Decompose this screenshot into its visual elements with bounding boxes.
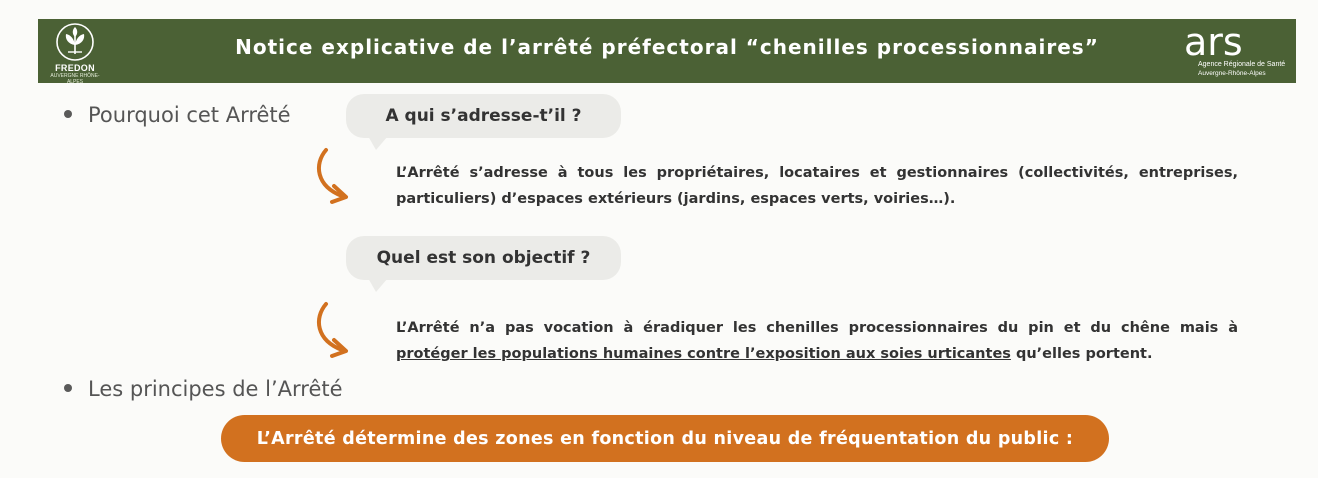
- bubble-tail: [368, 278, 388, 292]
- bullet-dot: [64, 110, 72, 118]
- bubble-tail: [368, 136, 388, 150]
- answer-audience: L’Arrêté s’adresse à tous les propriétaires, locataires et gestionnaires (collectivités, entreprises, particuliers) d’espaces extérieurs (jardins, espaces verts, voiries…).: [396, 165, 1238, 207]
- question-title: Quel est son objectif ?: [376, 248, 591, 268]
- ars-subtitle: Agence Régionale de Santé: [1198, 61, 1286, 68]
- ars-logo-text: ars: [1184, 21, 1243, 61]
- curved-arrow-icon: [312, 146, 368, 208]
- bullet-why: [64, 103, 291, 127]
- question-title: A qui s’adresse-t’il ?: [385, 106, 582, 126]
- answer-text-underlined: protéger les populations humaines contre l’exposition aux soies urticantes: [396, 346, 1011, 362]
- curved-arrow-icon: [312, 300, 368, 362]
- banner-text: L’Arrêté détermine des zones en fonction du niveau de fréquentation du public :: [256, 428, 1074, 449]
- page-title: Notice explicative de l’arrêté préfectoral “chenilles processionnaires”: [235, 35, 1099, 59]
- bullet-label: Les principes de l’Arrêté: [88, 377, 343, 401]
- fredon-name: FREDON: [55, 63, 95, 73]
- zones-banner: [221, 415, 1109, 462]
- bullet-principles: [64, 377, 343, 401]
- header-band: [38, 19, 1296, 83]
- question-bubble-audience: [346, 94, 621, 138]
- answer-text-end: qu’elles portent.: [1010, 346, 1153, 362]
- ars-logo: [1178, 21, 1286, 81]
- fredon-region: AUVERGNE RHÔNE-ALPES: [50, 73, 100, 85]
- question-bubble-objective: [346, 236, 621, 280]
- answer-text-start: L’Arrêté n’a pas vocation à éradiquer les chenilles processionnaires du pin et du chêne mais à: [396, 320, 1238, 336]
- answer-objective: [396, 315, 1238, 367]
- ars-logo-icon: [1178, 21, 1282, 61]
- ars-region: Auvergne-Rhône-Alpes: [1198, 70, 1266, 77]
- bullet-label: Pourquoi cet Arrêté: [88, 103, 291, 127]
- bullet-dot: [64, 384, 72, 392]
